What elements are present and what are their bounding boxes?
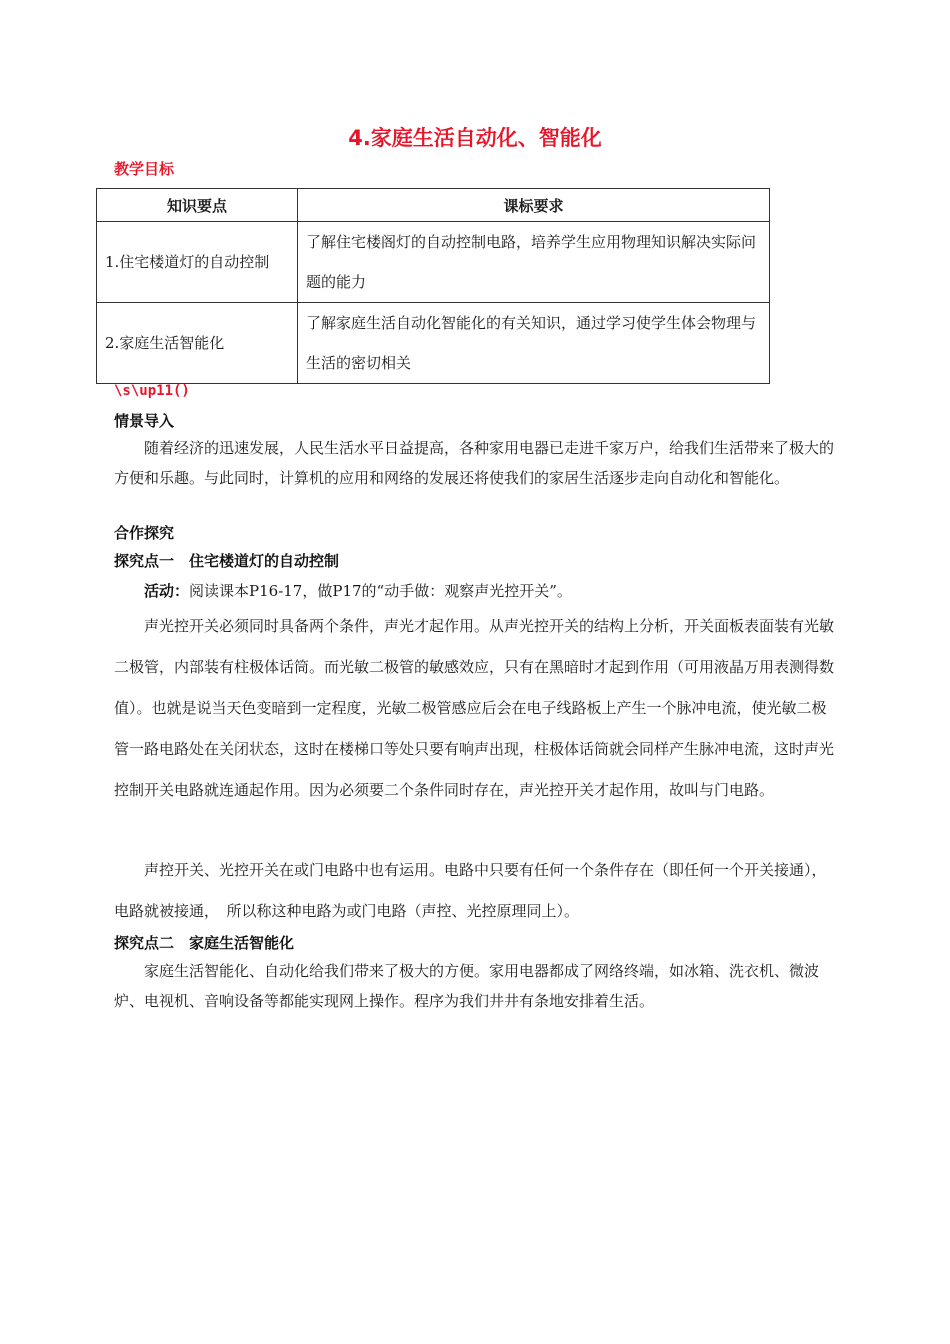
table-header-row: [97, 189, 770, 222]
table-cell-point: 1.住宅楼道灯的自动控制: [97, 222, 298, 303]
activity-line: [144, 576, 836, 606]
intro-heading: 情景导入: [114, 412, 175, 430]
table-header-req: 课标要求: [298, 189, 770, 222]
table-header-point: 知识要点: [97, 189, 298, 222]
paragraph-or-gate: 声控开关、光控开关在或门电路中也有运用。电路中只要有任何一个条件存在（即任何一个开关接通），电路就被接通， 所以称这种电路为或门电路（声控、光控原理同上）。: [114, 861, 827, 920]
page-title: 4.家庭生活自动化、智能化: [348, 126, 602, 150]
goals-heading: 教学目标: [114, 160, 175, 178]
paragraph-and-gate: 声光控开关必须同时具备两个条件，声光才起作用。从声光控开关的结构上分析，开关面板表面装有光敏二极管，内部装有柱极体话筒。而光敏二极管的敏感效应，只有在黑暗时才起到作用（可用液晶万用表测得数值）。也就是说当天色变暗到一定程度，光敏二极管感应后会在电子线路板上产生一个脉冲电流，使光敏二极管一路电路处在关闭状态，这时在楼梯口等处只要有响声出现，柱极体话筒就会同样产生脉冲电流，这时声光控制开关电路就连通起作用。因为必须要二个条件同时存在，声光控开关才起作用，故叫与门电路。: [114, 617, 835, 799]
table-cell-req: 了解住宅楼阁灯的自动控制电路，培养学生应用物理知识解决实际问题的能力: [298, 222, 770, 303]
table-row: [97, 222, 770, 303]
activity-text: 阅读课本P16-17，做P17的“动手做：观察声光控开关”。: [189, 582, 572, 600]
point1-heading: 探究点一 住宅楼道灯的自动控制: [114, 552, 340, 570]
coop-heading: 合作探究: [114, 524, 175, 542]
goals-table: [96, 188, 770, 384]
code-line: \s\up11(): [114, 383, 190, 399]
activity-label: 活动：: [144, 582, 190, 600]
table-row: [97, 303, 770, 384]
point2-heading: 探究点二 家庭生活智能化: [114, 934, 295, 952]
intro-paragraph: 随着经济的迅速发展，人民生活水平日益提高，各种家用电器已走进千家万户，给我们生活带来了极大的方便和乐趣。与此同时，计算机的应用和网络的发展还将使我们的家居生活逐步走向自动化和智能化。: [114, 439, 835, 487]
table-cell-req: 了解家庭生活自动化智能化的有关知识，通过学习使学生体会物理与生活的密切相关: [298, 303, 770, 384]
table-cell-point: 2.家庭生活智能化: [97, 303, 298, 384]
paragraph-smart-home: 家庭生活智能化、自动化给我们带来了极大的方便。家用电器都成了网络终端，如冰箱、洗衣机、微波炉、电视机、音响设备等都能实现网上操作。程序为我们井井有条地安排着生活。: [114, 962, 820, 1010]
